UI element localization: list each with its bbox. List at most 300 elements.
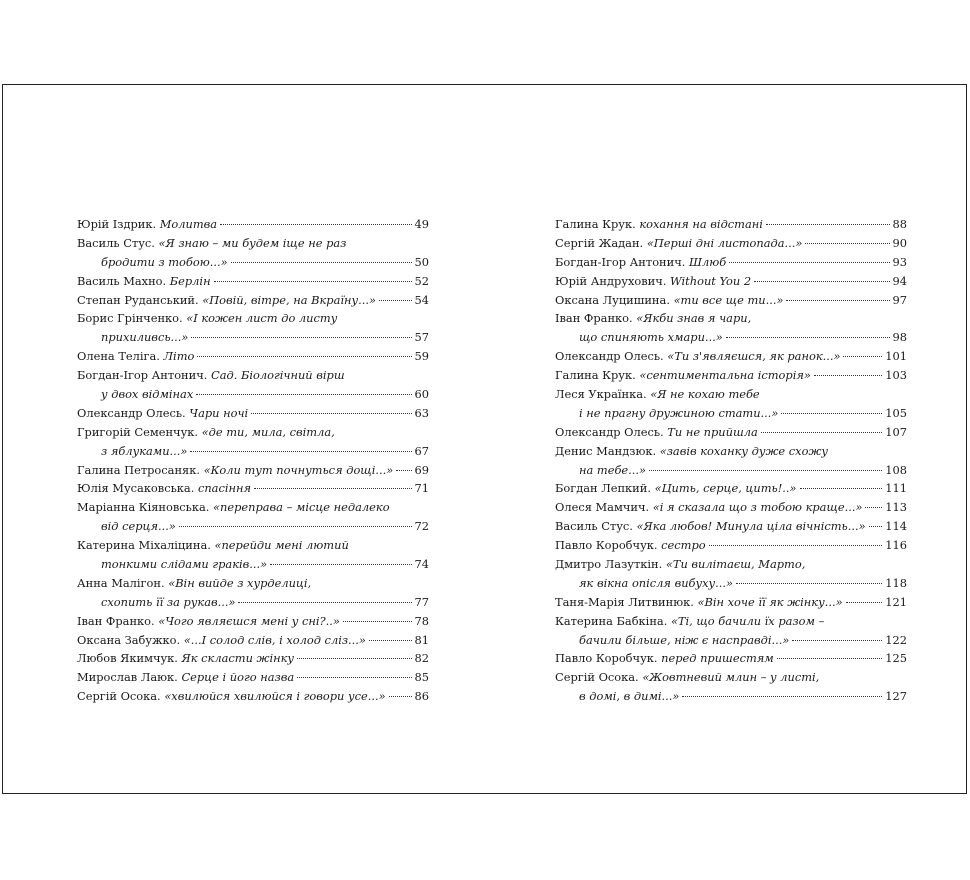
toc-dot-leader: [179, 526, 412, 527]
toc-title: бачили більше, ніж є насправді...»: [579, 632, 790, 647]
toc-page-number: 78: [414, 613, 429, 628]
toc-entry[interactable]: [555, 309, 907, 347]
toc-entry[interactable]: [77, 291, 429, 310]
toc-title: Як скласти жінку: [181, 651, 295, 666]
toc-page-number: 88: [892, 217, 907, 231]
toc-entry[interactable]: [77, 404, 429, 423]
toc-entry-text: [555, 423, 758, 442]
toc-author: Павло Коробчук.: [555, 538, 658, 553]
toc-author: Олександр Олесь.: [555, 424, 664, 439]
toc-entry-text: [579, 461, 646, 480]
toc-title: бродити з тобою...»: [101, 254, 228, 269]
toc-dot-leader: [736, 583, 882, 584]
toc-dot-leader: [254, 488, 411, 489]
toc-entry[interactable]: [555, 593, 907, 612]
toc-author: Борис Грінченко.: [77, 311, 183, 326]
toc-title: «Яка любов! Минула ціла вічність...»: [636, 519, 866, 534]
toc-entry-line: [555, 309, 907, 328]
toc-entry-line: [555, 423, 907, 442]
toc-entry-line: [555, 593, 907, 612]
toc-page-number: 49: [414, 217, 429, 231]
toc-title: «переправа – місце недалеко: [213, 500, 390, 515]
toc-entry-text: [555, 498, 862, 517]
toc-page-number: 121: [885, 594, 907, 609]
toc-title: «Я знаю – ми будем іще не раз: [158, 235, 347, 250]
toc-title: перед пришестям: [661, 651, 774, 666]
toc-entry-line: [555, 555, 907, 574]
toc-author: Богдан-Ігор Антонич.: [555, 254, 686, 269]
toc-entry-line: [555, 574, 907, 593]
toc-entry[interactable]: [77, 215, 429, 234]
toc-entry-text: [101, 442, 187, 461]
toc-page-number: 127: [885, 689, 907, 704]
toc-entry-text: [77, 576, 311, 590]
toc-entry[interactable]: [555, 498, 907, 517]
toc-page-number: 108: [885, 462, 907, 477]
toc-title: «де ти, мила, світла,: [201, 424, 335, 439]
toc-entry[interactable]: [555, 555, 907, 593]
toc-dot-leader: [190, 451, 411, 452]
toc-title: «І кожен лист до листу: [186, 311, 338, 326]
toc-page-number: 125: [885, 651, 907, 666]
toc-dot-leader: [709, 545, 883, 546]
toc-page-number: 122: [885, 632, 907, 647]
toc-author: Василь Стус.: [77, 235, 155, 250]
toc-author: Катерина Міхаліцина.: [77, 538, 211, 553]
toc-entry-line: [555, 272, 907, 291]
toc-title: «перейди мені лютий: [214, 538, 349, 553]
toc-entry-text: [77, 668, 294, 687]
toc-entry[interactable]: [555, 215, 907, 234]
toc-entry[interactable]: [77, 687, 429, 706]
toc-entry-line: [555, 234, 907, 253]
toc-author: Мирослав Лаюк.: [77, 670, 178, 685]
toc-page-number: 72: [414, 519, 429, 534]
toc-entry-line: [555, 649, 907, 668]
toc-title: Молитва: [159, 217, 218, 231]
toc-author: Оксана Луцишина.: [555, 292, 670, 307]
toc-entry-text: [77, 347, 194, 366]
toc-entry-text: [77, 311, 337, 325]
toc-dot-leader: [786, 300, 889, 301]
toc-entry-text: [555, 291, 783, 310]
toc-title: Шлюб: [689, 254, 727, 269]
toc-dot-leader: [865, 507, 882, 508]
toc-entry-line: [77, 215, 429, 234]
toc-page-number: 114: [885, 519, 907, 534]
toc-title: «Ти вилітаєш, Марто,: [665, 557, 806, 572]
toc-entry[interactable]: [77, 234, 429, 272]
toc-dot-leader: [814, 375, 882, 376]
toc-entry[interactable]: [555, 253, 907, 272]
toc-entry-text: [555, 444, 828, 458]
toc-entry[interactable]: [555, 291, 907, 310]
toc-entry-text: [555, 234, 802, 253]
toc-page-number: 67: [414, 443, 429, 458]
toc-entry-text: [555, 593, 843, 612]
toc-entry-line: [77, 253, 429, 272]
toc-title: «Якби знав я чари,: [636, 311, 752, 326]
toc-author: Григорій Семенчук.: [77, 424, 199, 439]
toc-title: «Він вийде з хурделиці,: [168, 575, 312, 590]
toc-page-number: 63: [414, 405, 429, 420]
toc-page-number: 116: [885, 538, 907, 553]
toc-page-number: 94: [892, 273, 907, 288]
toc-title: «...І солод слів, і холод сліз...»: [183, 632, 366, 647]
toc-page-number: 98: [892, 330, 907, 345]
toc-entry-line: [555, 215, 907, 234]
toc-title: Ти не прийшла: [667, 424, 758, 439]
toc-page-number: 77: [414, 594, 429, 609]
toc-page-number: 111: [885, 481, 907, 496]
toc-dot-leader: [369, 640, 412, 641]
toc-title: «Цить, серце, цить!..»: [654, 481, 797, 496]
toc-entry-text: [77, 500, 390, 514]
toc-page-number: 85: [414, 670, 429, 685]
toc-entry-text: [77, 649, 294, 668]
toc-author: Іван Франко.: [77, 613, 155, 628]
toc-entry-line: [77, 234, 429, 253]
toc-entry-line: [77, 593, 429, 612]
toc-title: тонкими слідами граків...»: [101, 557, 268, 572]
toc-dot-leader: [197, 356, 411, 357]
toc-entry-line: [77, 385, 429, 404]
toc-entry-line: [77, 291, 429, 310]
toc-author: Василь Стус.: [555, 519, 633, 534]
toc-entry[interactable]: [555, 536, 907, 555]
toc-entry-line: [555, 404, 907, 423]
toc-page-number: 105: [885, 405, 907, 420]
toc-title: «Він хоче її як жінку...»: [697, 594, 843, 609]
toc-dot-leader: [682, 696, 882, 697]
toc-entry-text: [579, 328, 723, 347]
toc-entry-text: [555, 536, 706, 555]
toc-entry-line: [77, 668, 429, 687]
toc-title: «і я сказала що з тобою краще...»: [652, 500, 863, 515]
toc-entry-line: [77, 272, 429, 291]
toc-entry-line: [555, 347, 907, 366]
toc-title: Берлін: [169, 273, 211, 288]
toc-entry-text: [555, 517, 866, 536]
toc-entry-text: [555, 253, 726, 272]
toc-dot-leader: [251, 413, 411, 414]
toc-entry[interactable]: [77, 649, 429, 668]
toc-entry[interactable]: [77, 631, 429, 650]
toc-author: Олеся Мамчич.: [555, 500, 650, 515]
toc-entry-line: [555, 385, 907, 404]
toc-entry-text: [77, 479, 251, 498]
toc-author: Сергій Осока.: [77, 689, 161, 704]
toc-entry-line: [555, 536, 907, 555]
toc-dot-leader: [777, 658, 882, 659]
toc-page-number: 81: [414, 632, 429, 647]
toc-page-number: 86: [414, 689, 429, 704]
toc-entry[interactable]: [555, 272, 907, 291]
toc-page-number: 59: [414, 349, 429, 364]
toc-author: Олександр Олесь.: [555, 349, 664, 364]
toc-title: Without You 2: [670, 273, 752, 288]
toc-author: Сергій Осока.: [555, 670, 639, 685]
toc-title: від серця...»: [101, 519, 176, 534]
toc-title: кохання на відстані: [639, 217, 763, 231]
toc-author: Галина Крук.: [555, 217, 636, 231]
toc-entry-text: [579, 404, 778, 423]
toc-entry-line: [77, 631, 429, 650]
toc-dot-leader: [343, 621, 412, 622]
toc-entry-line: [77, 404, 429, 423]
toc-entry-text: [555, 479, 797, 498]
toc-dot-leader: [805, 243, 889, 244]
toc-dot-leader: [761, 432, 882, 433]
toc-entry-text: [77, 425, 335, 439]
toc-title: спасіння: [197, 481, 252, 496]
toc-title: Серце і його назва: [181, 670, 295, 685]
toc-entry-text: [77, 236, 346, 250]
toc-author: Галина Петросаняк.: [77, 462, 200, 477]
toc-entry-text: [555, 387, 760, 401]
toc-dot-leader: [297, 658, 411, 659]
toc-entry[interactable]: [77, 668, 429, 687]
toc-entry-line: [555, 517, 907, 536]
toc-entry-text: [555, 311, 751, 325]
toc-title: у двох відмінах: [101, 387, 194, 402]
toc-entry-line: [77, 574, 429, 593]
toc-dot-leader: [781, 413, 882, 414]
book-spread: [2, 84, 967, 794]
toc-entry-line: [77, 309, 429, 328]
toc-entry-text: [101, 593, 235, 612]
toc-title: як вікна опісля вибуху...»: [579, 575, 733, 590]
toc-title: «Жовтневий млин – у листі,: [642, 670, 820, 685]
toc-author: Юрій Андрухович.: [555, 273, 667, 288]
toc-entry-line: [77, 649, 429, 668]
toc-page-number: 71: [414, 481, 429, 496]
toc-page-number: 93: [892, 254, 907, 269]
toc-page-number: 60: [414, 387, 429, 402]
toc-entry-line: [555, 366, 907, 385]
toc-dot-leader: [191, 337, 411, 338]
toc-entry-line: [77, 687, 429, 706]
toc-entry-text: [77, 291, 376, 310]
toc-author: Павло Коробчук.: [555, 651, 658, 666]
toc-entry-line: [77, 479, 429, 498]
toc-entry-text: [77, 368, 345, 382]
toc-author: Дмитро Лазуткін.: [555, 557, 663, 572]
toc-entry[interactable]: [77, 272, 429, 291]
toc-dot-leader: [396, 470, 411, 471]
toc-entry[interactable]: [555, 649, 907, 668]
toc-author: Степан Руданський.: [77, 292, 199, 307]
toc-entry-text: [77, 538, 349, 552]
toc-author: Маріанна Кіяновська.: [77, 500, 210, 515]
toc-dot-leader: [869, 526, 883, 527]
toc-entry-line: [555, 291, 907, 310]
toc-page-number: 74: [414, 557, 429, 572]
toc-entry[interactable]: [555, 517, 907, 536]
toc-entry-text: [77, 404, 248, 423]
toc-page-number: 50: [414, 254, 429, 269]
toc-entry-line: [555, 253, 907, 272]
toc-entry-line: [77, 498, 429, 517]
toc-entry-line: [77, 517, 429, 536]
toc-dot-leader: [220, 224, 411, 225]
toc-title: «Ті, що бачили їх разом –: [670, 613, 825, 628]
toc-author: Леся Українка.: [555, 387, 647, 402]
toc-author: Анна Малігон.: [77, 575, 165, 590]
toc-entry[interactable]: [77, 347, 429, 366]
toc-entry[interactable]: [77, 309, 429, 347]
toc-author: Любов Якимчук.: [77, 651, 178, 666]
toc-title: що спиняють хмари...»: [579, 330, 723, 345]
toc-entry-text: [77, 687, 386, 706]
toc-dot-leader: [766, 224, 890, 225]
toc-author: Юлія Мусаковська.: [77, 481, 195, 496]
toc-entry-text: [101, 385, 193, 404]
toc-entry[interactable]: [555, 366, 907, 385]
toc-entry-text: [77, 215, 217, 234]
toc-entry-text: [579, 687, 679, 706]
toc-page-number: 57: [414, 330, 429, 345]
toc-dot-leader: [846, 602, 883, 603]
toc-entry[interactable]: [77, 366, 429, 404]
toc-title: прихиливсь...»: [101, 330, 189, 345]
toc-entry-text: [579, 574, 733, 593]
toc-dot-leader: [214, 281, 412, 282]
toc-page-number: 82: [414, 651, 429, 666]
toc-entry-line: [555, 668, 907, 687]
toc-entry-line: [555, 328, 907, 347]
toc-entry-text: [555, 272, 751, 291]
toc-dot-leader: [270, 564, 411, 565]
toc-page-number: 118: [885, 575, 907, 590]
toc-entry-line: [555, 498, 907, 517]
toc-dot-leader: [297, 677, 411, 678]
toc-title: «завів коханку дуже схожу: [659, 443, 829, 458]
toc-entry-text: [101, 328, 188, 347]
toc-entry[interactable]: [77, 423, 429, 461]
toc-title: «хвилюйся хвилюйся і говори усе...»: [164, 689, 386, 704]
toc-entry-line: [555, 631, 907, 650]
toc-title: «сентиментальна історія»: [639, 368, 811, 383]
toc-page-number: 69: [414, 462, 429, 477]
toc-dot-leader: [379, 300, 412, 301]
toc-entry[interactable]: [555, 347, 907, 366]
toc-entry[interactable]: [555, 668, 907, 706]
toc-dot-leader: [238, 602, 411, 603]
toc-page-number: 97: [892, 292, 907, 307]
toc-entry-line: [77, 612, 429, 631]
toc-entry[interactable]: [77, 574, 429, 612]
toc-entry-line: [555, 687, 907, 706]
toc-entry[interactable]: [555, 423, 907, 442]
toc-entry-text: [101, 253, 228, 272]
toc-author: Оксана Забужко.: [77, 632, 181, 647]
toc-author: Катерина Бабкіна.: [555, 613, 668, 628]
toc-entry[interactable]: [555, 385, 907, 423]
toc-page-number: 90: [892, 235, 907, 250]
toc-author: Таня-Марія Литвинюк.: [555, 594, 694, 609]
toc-author: Іван Франко.: [555, 311, 633, 326]
toc-title: Сад. Біологічний вірш: [211, 368, 345, 383]
toc-entry-line: [77, 536, 429, 555]
toc-entry-text: [77, 612, 340, 631]
toc-title: з яблуками...»: [101, 443, 188, 458]
toc-left-column: [77, 215, 429, 706]
toc-page-number: 107: [885, 424, 907, 439]
toc-entry-text: [77, 272, 211, 291]
toc-entry[interactable]: [77, 498, 429, 536]
toc-author: Сергій Жадан.: [555, 235, 644, 250]
toc-author: Олександр Олесь.: [77, 405, 186, 420]
toc-author: Богдан-Ігор Антонич.: [77, 368, 208, 383]
toc-entry-text: [555, 614, 824, 628]
toc-entry-line: [77, 347, 429, 366]
toc-entry-line: [77, 442, 429, 461]
toc-dot-leader: [754, 281, 889, 282]
toc-title: схопить її за рукав...»: [101, 594, 236, 609]
toc-entry-line: [77, 555, 429, 574]
toc-dot-leader: [196, 394, 411, 395]
toc-dot-leader: [231, 262, 412, 263]
toc-entry-text: [579, 631, 789, 650]
toc-title: «Я не кохаю тебе: [650, 387, 760, 402]
toc-page-number: 101: [885, 349, 907, 364]
toc-page-number: 52: [414, 273, 429, 288]
toc-title: «Перші дні листопада...»: [646, 235, 803, 250]
toc-entry[interactable]: [555, 612, 907, 650]
toc-entry-line: [555, 442, 907, 461]
toc-entry[interactable]: [77, 612, 429, 631]
toc-entry[interactable]: [555, 442, 907, 480]
toc-dot-leader: [729, 262, 889, 263]
toc-title: «ти все ще ти...»: [673, 292, 784, 307]
toc-title: сестро: [661, 538, 706, 553]
toc-author: Олена Теліга.: [77, 349, 160, 364]
toc-author: Василь Махно.: [77, 273, 167, 288]
toc-entry[interactable]: [555, 479, 907, 498]
toc-author: Денис Мандзюк.: [555, 443, 657, 458]
toc-author: Галина Крук.: [555, 368, 636, 383]
toc-author: Богдан Лепкий.: [555, 481, 651, 496]
toc-title: і не прагну дружиною стати...»: [579, 405, 779, 420]
toc-page-number: 103: [885, 368, 907, 383]
toc-title: «Ти з'являєшся, як ранок...»: [667, 349, 841, 364]
toc-entry-line: [77, 423, 429, 442]
toc-entry-line: [555, 612, 907, 631]
toc-title: «Чого являєшся мені у сні?..»: [158, 613, 340, 628]
toc-author: Юрій Іздрик.: [77, 217, 157, 231]
toc-entry[interactable]: [77, 479, 429, 498]
toc-entry[interactable]: [555, 234, 907, 253]
toc-entry[interactable]: [77, 461, 429, 480]
toc-dot-leader: [792, 640, 882, 641]
toc-dot-leader: [389, 696, 412, 697]
toc-entry-text: [555, 215, 763, 234]
toc-entry-text: [555, 366, 811, 385]
toc-entry-line: [77, 328, 429, 347]
toc-right-column: [555, 215, 907, 706]
toc-title: Літо: [163, 349, 195, 364]
toc-entry[interactable]: [77, 536, 429, 574]
toc-dot-leader: [726, 337, 890, 338]
toc-entry-text: [555, 347, 840, 366]
toc-entry-text: [77, 631, 366, 650]
toc-entry-text: [555, 649, 774, 668]
toc-title: Чари ночі: [189, 405, 249, 420]
toc-title: в домі, в димі...»: [579, 689, 680, 704]
toc-entry-text: [101, 555, 267, 574]
toc-title: «Повій, вітре, на Вкраїну...»: [202, 292, 376, 307]
